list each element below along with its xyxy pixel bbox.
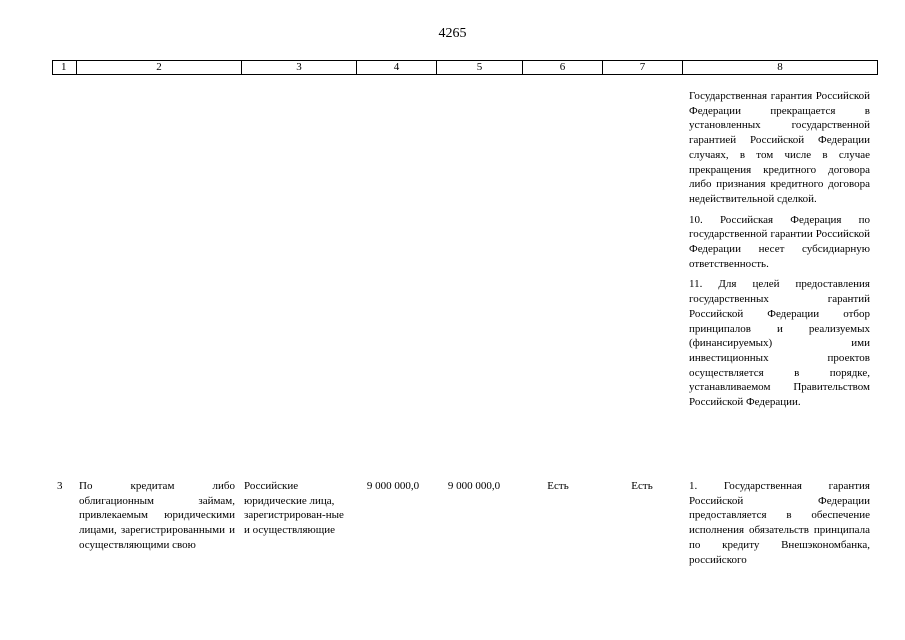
row-3-purpose: По кредитам либо облигационным займам, привлекаемым юридическими лицами, зарегистрированными и осуществляющими свою [79, 480, 235, 551]
continuation-conditions-cell [689, 89, 870, 416]
column-header-2: 2 [77, 61, 242, 75]
row-3-total-amount: 9 000 000,0 [366, 480, 420, 492]
column-header-5: 5 [437, 61, 523, 75]
condition-paragraph: Государственная гарантия Российской Федерации прекращается в установленных государственной гарантией Российской Федерации случаях, в том числе в случае прекращения кредитного договора либо признания кредитного договора недействительной сделкой. [689, 90, 870, 205]
row-3-regress-flag: Есть [547, 480, 569, 492]
column-header-8: 8 [683, 61, 878, 75]
column-number-header [52, 60, 878, 75]
column-header-3: 3 [242, 61, 357, 75]
column-header-7: 7 [603, 61, 683, 75]
condition-paragraph: 11. Для целей предоставления государственных гарантий Российской Федерации отбор принципалов и реализуемых (финансируемых) ими инвестиционных проектов осуществляется в порядке, устанавливаемом Правительством Российской Федерации. [689, 278, 870, 409]
row-3-security-flag: Есть [631, 480, 653, 492]
column-header-6: 6 [523, 61, 603, 75]
row-3-principal: Российские юридические лица, зарегистрирован-ные и осуществляющие [244, 480, 344, 537]
column-header-4: 4 [357, 61, 437, 75]
condition-paragraph: 10. Российская Федерация по государственной гарантии Российской Федерации несет субсидиарную ответственность. [689, 213, 870, 270]
column-header-1: 1 [53, 61, 77, 75]
row-3-conditions: 1. Государственная гарантия Российской Федерации предоставляется в обеспечение исполнения обязательств принципала по кредиту Внешэкономбанка, российского [689, 480, 870, 566]
row-3-number: 3 [57, 480, 63, 492]
page-number: 4265 [438, 26, 467, 41]
row-3-amount: 9 000 000,0 [447, 480, 501, 492]
